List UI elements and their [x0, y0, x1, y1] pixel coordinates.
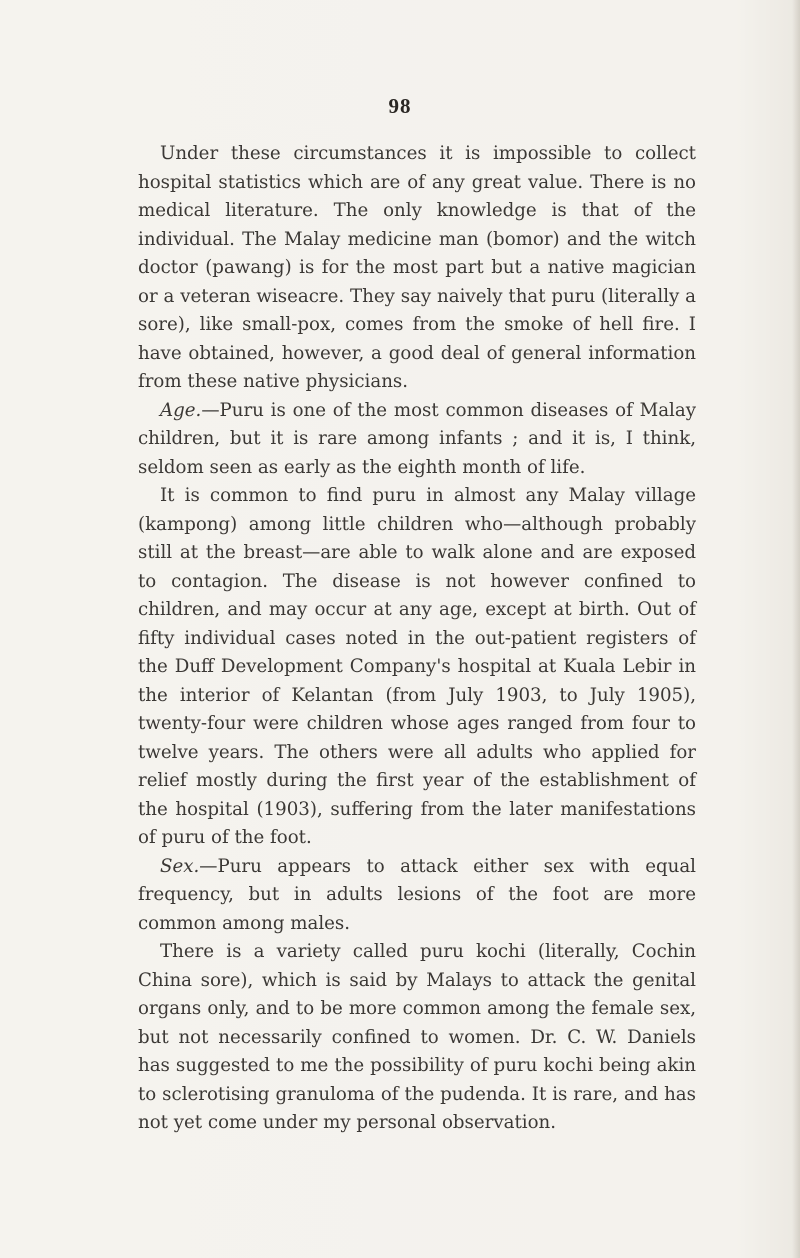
- paragraph-age: [138, 397, 696, 483]
- section-lead-age: Age.: [160, 399, 202, 421]
- paragraph-circumstances: [138, 140, 696, 397]
- page-edge-shadow: [792, 0, 800, 1258]
- paragraph-text: It is common to find puru in almost any Malay village (kampong) among little children who—although probably still at the breast—are able to walk alone and are exposed to contagion. The disease is not however confined to children, and may occur at any age, except at birth. Out of fifty individual cases noted in the out-patient registers of the Duff Development Company's hospital at Kuala Lebir in the interior of Kelantan (from July 1903, to July 1905), twenty-four were children whose ages ranged from four to twelve years. The others were all adults who applied for relief mostly during the first year of the establishment of the hospital (1903), suffering from the later manifestations of puru of the foot.: [138, 485, 696, 848]
- paragraph-text: There is a variety called puru kochi (literally, Cochin China sore), which is said by Malays to attack the genital organs only, and to be more common among the female sex, but not necessarily confined to women. Dr. C. W. Daniels has suggested to me the possibility of puru kochi being akin to sclerotising granuloma of the pudenda. It is rare, and has not yet come under my personal observation.: [138, 941, 696, 1133]
- paragraph-text: —Puru appears to attack either sex with equal frequency, but in adults lesions of the foot are more common among males.: [138, 855, 696, 934]
- page-number: 98: [388, 94, 412, 118]
- section-lead-sex: Sex.: [160, 855, 200, 877]
- body-text: [138, 140, 696, 1138]
- paragraph-sex: [138, 853, 696, 939]
- paragraph-common: [138, 482, 696, 853]
- paragraph-text: —Puru is one of the most common diseases of Malay children, but it is rare among infants ; and it is, I think, seldom seen as early as the eighth month of life.: [138, 399, 696, 478]
- paragraph-puru-kochi: [138, 938, 696, 1138]
- paragraph-text: Under these circumstances it is impossible to collect hospital statistics which are of any great value. There is no medical literature. The only knowledge is that of the individual. The Malay medicine man (bomor) and the witch doctor (pawang) is for the most part but a native magician or a veteran wiseacre. They say naively that puru (literally a sore), like small-pox, comes from the smoke of hell fire. I have obtained, however, a good deal of general information from these native physicians.: [138, 143, 696, 392]
